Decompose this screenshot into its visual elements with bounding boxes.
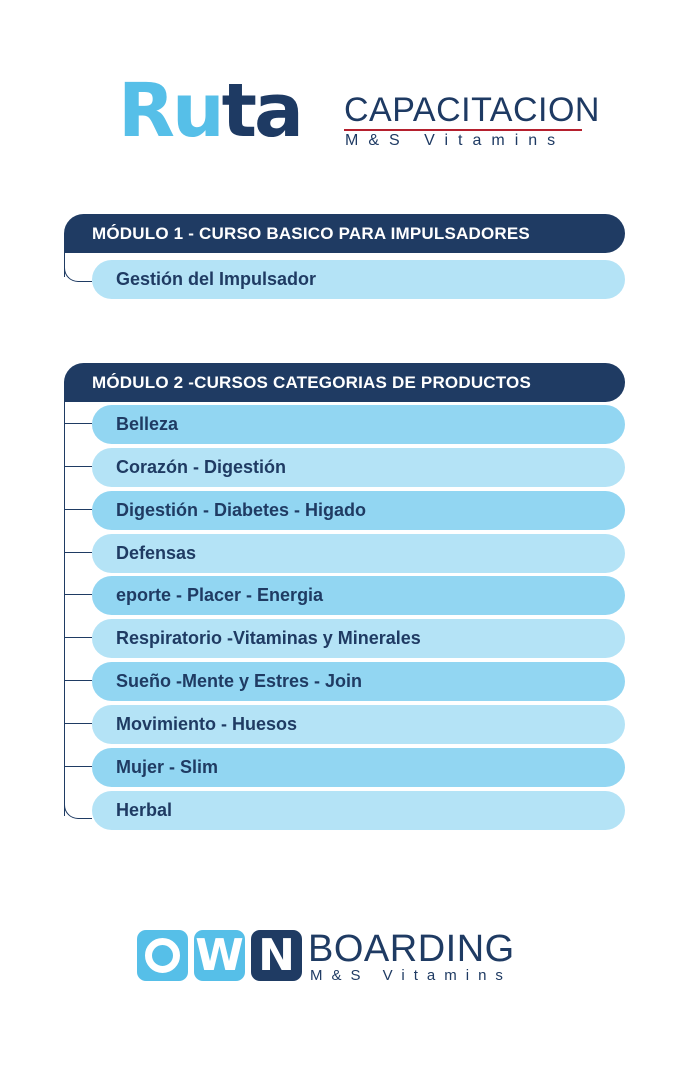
course-item-label[interactable]: Movimiento - Huesos — [92, 705, 625, 744]
ruta-capacitacion-logo — [118, 68, 600, 154]
course-item-label[interactable]: Mujer - Slim — [92, 748, 625, 787]
logo-wordmark-part1: Ru — [118, 68, 222, 154]
course-item-label[interactable]: Defensas — [92, 534, 625, 573]
course-item-label[interactable]: eporte - Placer - Energia — [92, 576, 625, 615]
course-item-label[interactable]: Gestión del Impulsador — [92, 260, 625, 299]
logo-wordmark — [118, 68, 301, 154]
ownboarding-logo — [137, 930, 557, 985]
tree-branch — [64, 423, 92, 424]
course-item-label[interactable]: Belleza — [92, 405, 625, 444]
tree-branch — [64, 509, 92, 510]
logo-subtitle: M&S Vitamins — [310, 967, 512, 984]
course-item[interactable] — [92, 662, 625, 701]
course-item[interactable] — [92, 534, 625, 573]
tree-connector — [64, 402, 65, 816]
module-1-header[interactable]: MÓDULO 1 - CURSO BASICO PARA IMPULSADORES — [64, 214, 625, 253]
course-item[interactable] — [92, 791, 625, 830]
tree-branch — [64, 466, 92, 467]
logo-divider — [344, 129, 582, 131]
module-2-header[interactable]: MÓDULO 2 -CURSOS CATEGORIAS DE PRODUCTOS — [64, 363, 625, 402]
course-item[interactable] — [92, 576, 625, 615]
course-item-label[interactable]: Corazón - Digestión — [92, 448, 625, 487]
course-item[interactable] — [92, 405, 625, 444]
logo-tile-o — [137, 930, 188, 981]
tree-connector-end — [64, 264, 92, 282]
logo-tile-n: N — [251, 930, 302, 981]
course-item-label[interactable]: Respiratorio -Vitaminas y Minerales — [92, 619, 625, 658]
tree-branch — [64, 723, 92, 724]
course-item[interactable] — [92, 448, 625, 487]
course-item[interactable] — [92, 260, 625, 299]
tree-branch — [64, 552, 92, 553]
logo-subtitle: M&S Vitamins — [345, 132, 566, 149]
tree-branch — [64, 637, 92, 638]
logo-tile-w: W — [195, 930, 244, 981]
course-item[interactable] — [92, 619, 625, 658]
course-item[interactable] — [92, 491, 625, 530]
course-item[interactable] — [92, 748, 625, 787]
tree-branch — [64, 680, 92, 681]
course-item-label[interactable]: Digestión - Diabetes - Higado — [92, 491, 625, 530]
course-item-label[interactable]: Sueño -Mente y Estres - Join — [92, 662, 625, 701]
tree-branch — [64, 766, 92, 767]
tree-branch — [64, 594, 92, 595]
tree-connector-end — [64, 801, 92, 819]
logo-wordmark-part2: ta — [221, 68, 301, 154]
logo-title: CAPACITACION — [344, 91, 600, 129]
course-item-label[interactable]: Herbal — [92, 791, 625, 830]
logo-title: BOARDING — [308, 928, 515, 970]
course-item[interactable] — [92, 705, 625, 744]
ring-icon — [145, 938, 180, 973]
